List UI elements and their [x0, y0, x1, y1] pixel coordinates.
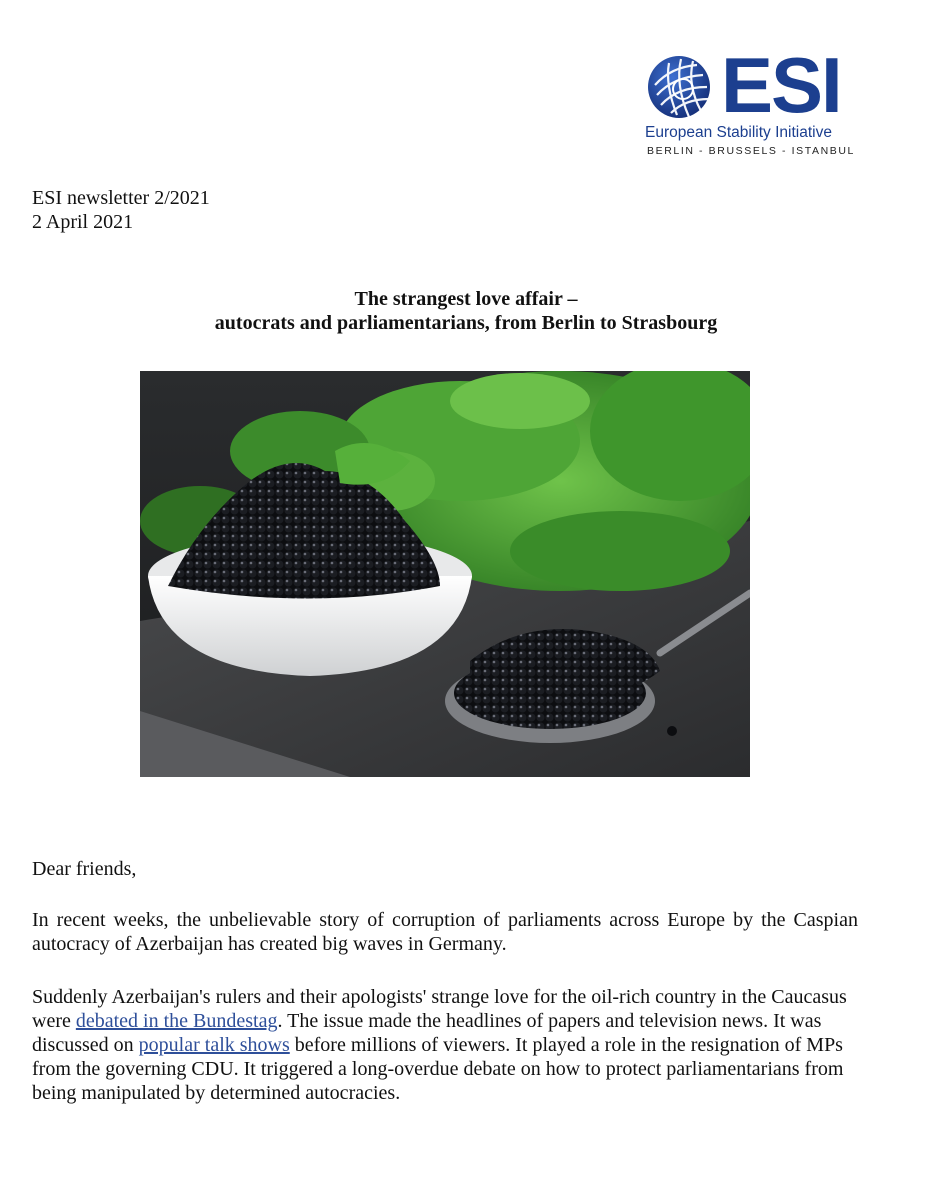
page-title — [0, 287, 932, 335]
paragraph-2-text-3: before millions of viewers. It played a role in the resignation of MPs from the governing CDU. It triggered a long-overdue debate on how to protect parliamentarians from being manipulated by determined autocracies. — [32, 1034, 844, 1104]
esi-logo — [645, 41, 860, 162]
bundestag-debate-link[interactable]: debated in the Bundestag — [75, 1010, 278, 1032]
title-line-2: autocrats and parliamentarians, from Berlin to Strasbourg — [214, 312, 718, 334]
logo-brand: ESI — [721, 41, 841, 129]
paragraph-2 — [32, 985, 858, 1105]
logo-full-name: European Stability Initiative — [645, 124, 832, 141]
talk-shows-link[interactable]: popular talk shows — [138, 1034, 290, 1056]
paragraph-2-text-1: Suddenly Azerbaijan's rulers and their apologists' strange love for the oil-rich country in the Caucasus were — [32, 986, 847, 1032]
newsletter-number: ESI newsletter 2/2021 — [32, 187, 210, 209]
logo-cities: BERLIN - BRUSSELS - ISTANBUL — [647, 145, 855, 157]
paragraph-1: In recent weeks, the unbelievable story of corruption of parliaments across Europe by the Caspian autocracy of Azerbaijan has created big waves in Germany. — [32, 909, 858, 955]
paragraph-2-text-2: . The issue made the headlines of papers and television news. It was discussed on — [32, 1010, 822, 1056]
newsletter-date: 2 April 2021 — [32, 211, 134, 233]
title-line-1: The strangest love affair – — [354, 288, 578, 310]
greeting: Dear friends, — [32, 858, 137, 880]
newsletter-meta — [32, 186, 210, 234]
caviar-photo — [140, 371, 750, 777]
globe-icon — [647, 55, 711, 119]
